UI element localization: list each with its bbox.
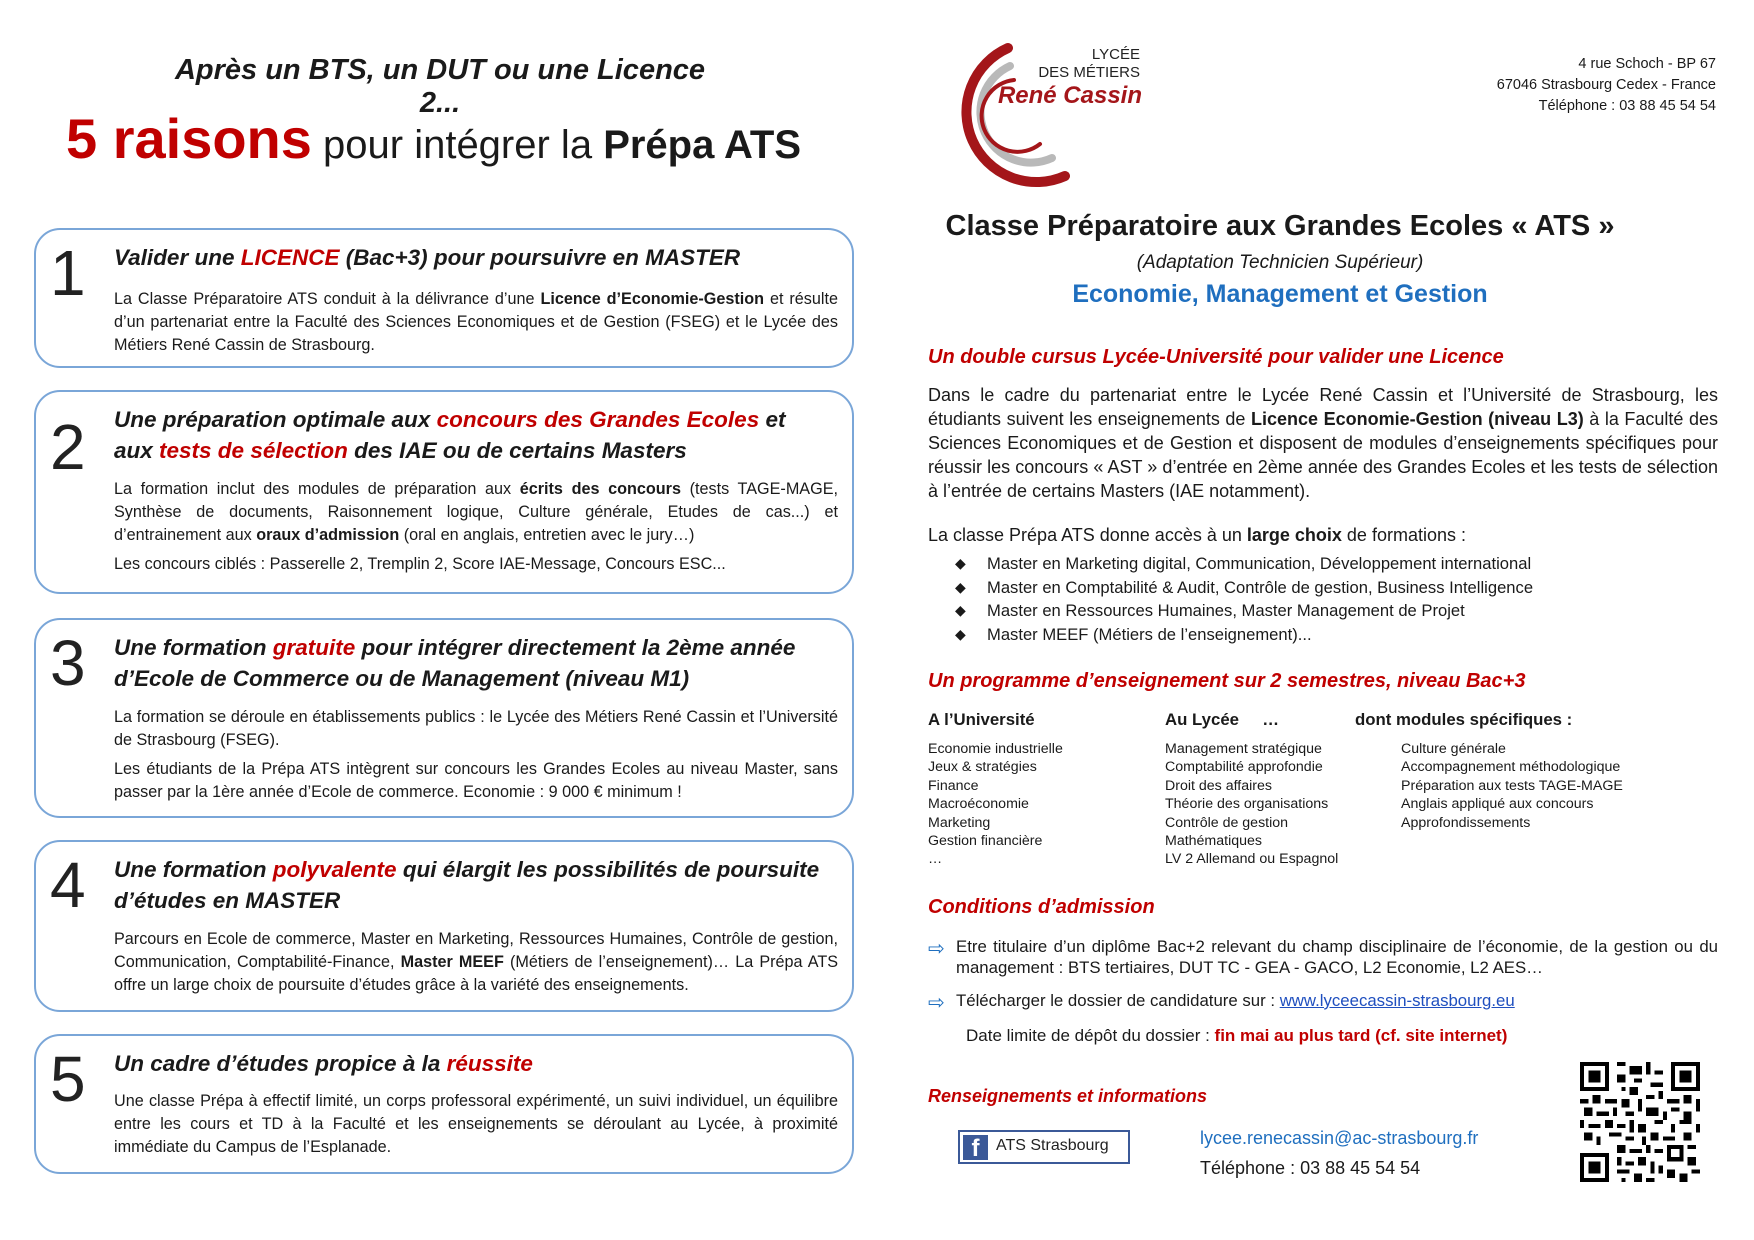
list-item: ◆ Master en Marketing digital, Communication, Développement international xyxy=(955,552,1533,576)
reason-number: 1 xyxy=(50,237,86,309)
diamond-bullet-icon: ◆ xyxy=(955,625,966,642)
qr-code[interactable] xyxy=(1580,1062,1700,1182)
contact-phone: Téléphone : 03 88 45 54 54 xyxy=(1200,1158,1421,1178)
arrow-right-icon: ⇨ xyxy=(928,938,945,960)
list-item: ◆ Master en Ressources Humaines, Master Management de Projet xyxy=(955,599,1533,623)
access-paragraph: La classe Prépa ATS donne accès à un large choix de formations : xyxy=(928,525,1466,545)
reason-title: Valider une LICENCE (Bac+3) pour poursuivre en MASTER xyxy=(114,245,741,270)
reason-body: Parcours en Ecole de commerce, Master en Marketing, Ressources Humaines, Contrôle de gestion, Communication, Comptabilité-Finance, Master MEEF (Métiers de l’enseignement)… La Prépa ATS offre un large choix de poursuite d’études grâce à la variété des enseignements. xyxy=(114,930,838,994)
main-headline xyxy=(66,106,826,171)
reason-title: Une formation polyvalente qui élargit les possibilités de poursuite d’études en MASTER xyxy=(114,857,820,913)
headline-middle: pour intégrer la xyxy=(311,123,604,167)
application-link[interactable]: www.lyceecassin-strasbourg.eu xyxy=(1279,991,1515,1010)
facebook-label: ATS Strasbourg xyxy=(996,1137,1109,1154)
diamond-bullet-icon: ◆ xyxy=(955,602,966,618)
section-heading-conditions: Conditions d’admission xyxy=(928,896,1155,918)
diamond-bullet-icon: ◆ xyxy=(955,578,966,595)
reason-body: La Classe Préparatoire ATS conduit à la délivrance d’une Licence d’Economie-Gestion et résulte d’un partenariat entre la Faculté des Sciences Economiques et de Gestion (FSEG) et le Lycée des Métiers René Cassin de Strasbourg. xyxy=(114,290,838,354)
reason-title: Une formation gratuite pour intégrer directement la 2ème année d’Ecole de Commerce ou de Management (niveau M1) xyxy=(114,635,796,691)
section-heading-info: Renseignements et informations xyxy=(928,1086,1208,1106)
logo-line2: DES MÉTIERS xyxy=(1038,64,1140,81)
reason-title: Une préparation optimale aux concours des Grandes Ecoles et aux tests de sélection des IAE ou de certains Masters xyxy=(114,407,786,463)
condition-2: ⇨ Télécharger le dossier de candidature sur : www.lyceecassin-strasbourg.eu xyxy=(928,991,1515,1014)
condition-1: ⇨ Etre titulaire d’un diplôme Bac+2 relevant du champ disciplinaire de l’économie, de la gestion ou du management : BTS tertiaires, DUT TC - GEA - GACO, L2 Economie, L2 AES… xyxy=(928,937,1718,977)
reason-box-1 xyxy=(34,228,854,368)
adaptation-subtitle: (Adaptation Technicien Supérieur) xyxy=(1136,252,1424,273)
reason-body: La formation se déroule en établissements publics : le Lycée des Métiers René Cassin et l’Université de Strasbourg (FSEG). Les étudiants de la Prépa ATS intègrent sur concours les Grandes Ecoles au niveau Master, sans passer par la 1ère année d’Ecole de commerce. Economie : 9 000 € minimum ! xyxy=(114,708,838,801)
list-item: ◆ Master en Comptabilité & Audit, Contrôle de gestion, Business Intelligence xyxy=(955,576,1533,600)
arrow-right-icon: ⇨ xyxy=(928,992,945,1014)
column-modules: dont modules spécifiques : Culture générale Accompagnement méthodologique Préparation aux tests TAGE-MAGE Anglais appliqué aux concours Approfondissements xyxy=(1355,710,1623,831)
logo-ring-icon xyxy=(930,36,1170,196)
deadline: Date limite de dépôt du dossier : fin mai au plus tard (cf. site internet) xyxy=(966,1026,1508,1045)
section-heading-double-cursus: Un double cursus Lycée-Université pour valider une Licence xyxy=(928,346,1504,368)
reason-number: 2 xyxy=(50,411,86,483)
reason-body: La formation inclut des modules de préparation aux écrits des concours (tests TAGE-MAGE, Synthèse de documents, Raisonnement logique, Culture générale, Etudes de cas...) et d’entrainement aux oraux d’admission (oral en anglais, entretien avec le jury…) Les concours ciblés : Passerelle 2, Tremplin 2, Score IAE-Message, Concours ESC... xyxy=(114,480,838,573)
column-lycee: Au Lycée … Management stratégique Comptabilité approfondie Droit des affaires Théorie des organisations Contrôle de gestion Mathématiques LV 2 Allemand ou Espagnol xyxy=(1165,710,1339,868)
contact-email[interactable]: lycee.renecassin@ac-strasbourg.fr xyxy=(1200,1128,1479,1148)
reason-box-2 xyxy=(34,390,854,594)
reason-title: Un cadre d’études propice à la réussite xyxy=(114,1051,533,1076)
page-title: Classe Préparatoire aux Grandes Ecoles « ATS » xyxy=(945,210,1615,242)
qr-code-icon xyxy=(1580,1062,1700,1182)
reason-body: Une classe Prépa à effectif limité, un corps professoral expérimenté, un suivi individuel, un équilibre entre les cours et TD à la Faculté et les enseignements se déroulant au Lycée, à proximité immédiate du Campus de l’Esplanade. xyxy=(114,1092,838,1156)
headline-number: 5 raisons xyxy=(66,107,312,170)
reason-number: 5 xyxy=(50,1043,86,1115)
section-heading-programme: Un programme d’enseignement sur 2 semestres, niveau Bac+3 xyxy=(928,670,1526,692)
intro-subtitle: Après un BTS, un DUT ou une Licence 2... xyxy=(174,54,706,119)
master-list xyxy=(955,552,1533,646)
specialty-title: Economie, Management et Gestion xyxy=(1072,280,1488,308)
diamond-bullet-icon: ◆ xyxy=(955,555,966,571)
facebook-icon: f xyxy=(963,1135,988,1160)
logo-line1: LYCÉE xyxy=(1091,46,1140,63)
reason-box-5 xyxy=(34,1034,854,1174)
reason-box-3 xyxy=(34,618,854,818)
school-address: 4 rue Schoch - BP 67 67046 Strasbourg Cedex - France Téléphone : 03 88 45 54 54 xyxy=(1496,56,1716,114)
facebook-button[interactable] xyxy=(958,1130,1130,1164)
reason-number: 4 xyxy=(50,849,86,921)
reason-number: 3 xyxy=(50,627,86,699)
reason-box-4 xyxy=(34,840,854,1012)
headline-strong: Prépa ATS xyxy=(603,123,802,167)
logo-name: René Cassin xyxy=(997,82,1142,109)
list-item: ◆ Master MEEF (Métiers de l’enseignement)... xyxy=(955,623,1533,647)
column-universite: A l’Université Economie industrielle Jeux & stratégies Finance Macroéconomie Marketing Gestion financière … xyxy=(928,710,1063,868)
school-logo xyxy=(930,36,1170,196)
partnership-paragraph: Dans le cadre du partenariat entre le Lycée René Cassin et l’Université de Strasbourg, les étudiants suivent les enseignements de Licence Economie-Gestion (niveau L3) à la Faculté des Sciences Economiques et de Gestion et disposent de modules d’enseignements spécifiques pour réussir les concours « AST » d’entrée en 2ème année des Grandes Ecoles et les tests de sélection à l’entrée de certains Masters (IAE notamment). xyxy=(928,385,1719,501)
